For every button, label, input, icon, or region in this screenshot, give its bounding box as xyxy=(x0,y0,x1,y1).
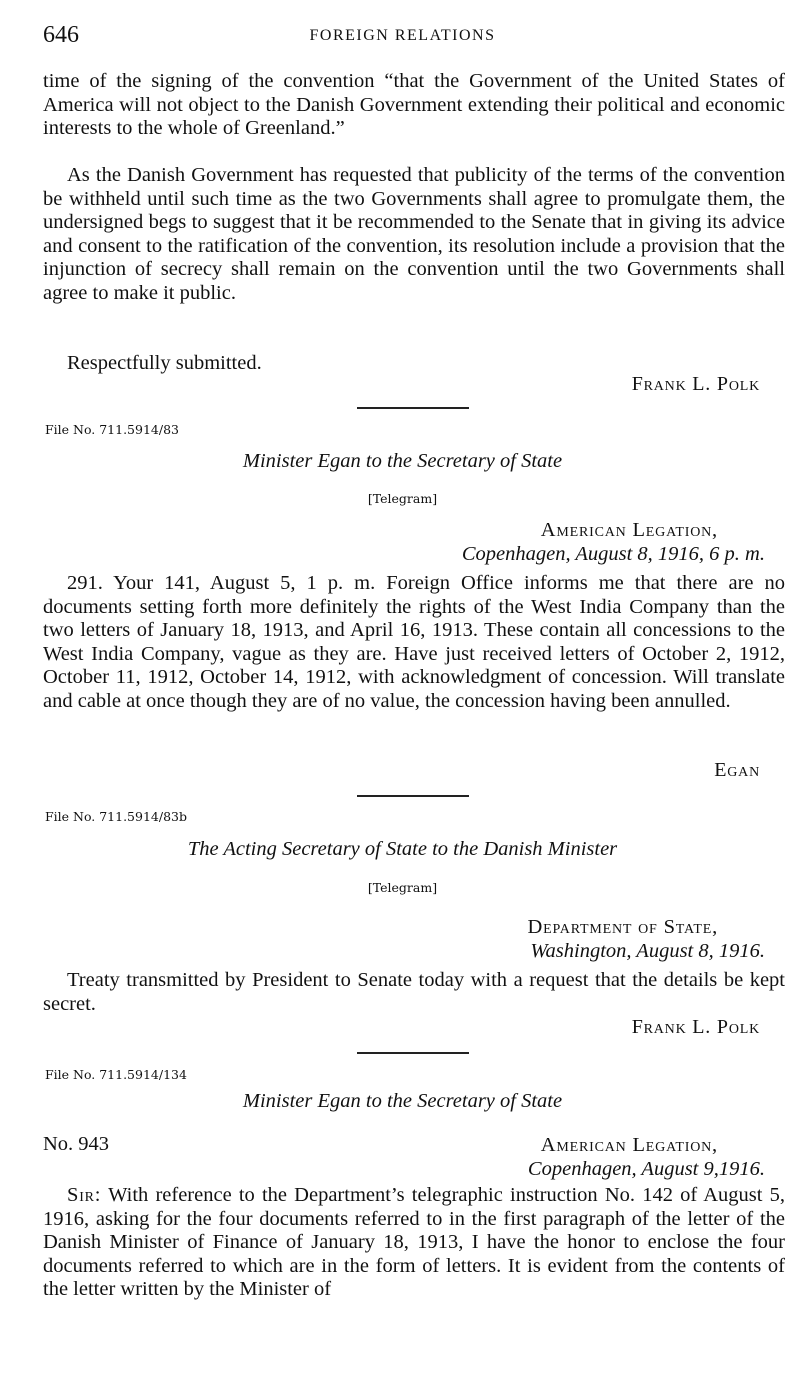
salutation: Sir: xyxy=(67,1184,102,1206)
report-paragraph-2: As the Danish Government has requested that publicity of the terms of the convention be withheld until such time as the two Governments shall agree to promulgate them, the undersigned begs to suggest that it be recommended to the Senate that in giving its advice and consent to the ratification of the convention, its resolution include a provision that the injunction of secrecy shall remain on the convention until the two Governments shall agree to make it public. xyxy=(43,164,785,304)
telegram-label: [Telegram] xyxy=(367,880,438,895)
signature-polk-2: Frank L. Polk xyxy=(631,1016,760,1038)
address-line-2: Washington, August 8, 1916. xyxy=(530,940,765,962)
dispatch-number: No. 943 xyxy=(43,1133,110,1155)
file-number: File No. 711.5914/83b xyxy=(45,809,187,824)
address-line-2: Copenhagen, August 8, 1916, 6 p. m. xyxy=(461,543,765,565)
document-title: Minister Egan to the Secretary of State xyxy=(242,450,563,472)
address-block xyxy=(0,1133,765,1181)
signature-polk-1: Frank L. Polk xyxy=(631,373,760,395)
letter-text: With reference to the Department’s telegraphic instruction No. 142 of August 5, 1916, asking for the four documents referred to in the first paragraph of the letter of the Danish Minister of Finance of January 18, 1913, I have the honor to enclose the four documents referred to which are in the form of letters. It is evident from the contents of the letter written by the Minister of xyxy=(43,1184,786,1300)
telegram-body: Treaty transmitted by President to Senate today with a request that the details be kept secret. xyxy=(43,969,785,1015)
telegram-label: [Telegram] xyxy=(367,491,438,506)
signature-egan: Egan xyxy=(714,759,760,781)
address-block xyxy=(0,518,765,566)
file-number: File No. 711.5914/83 xyxy=(45,422,179,437)
section-divider xyxy=(357,795,469,797)
page-header xyxy=(0,22,805,52)
address-line-1: Department of State, xyxy=(527,916,718,938)
document-title: Minister Egan to the Secretary of State xyxy=(242,1090,563,1112)
section-divider xyxy=(357,407,469,409)
address-line-1: American Legation, xyxy=(540,1134,718,1156)
address-line-2: Copenhagen, August 9,1916. xyxy=(527,1158,765,1180)
report-closing: Respectfully submitted. xyxy=(67,352,262,374)
letter-body xyxy=(43,1184,785,1302)
address-line-1: American Legation, xyxy=(540,519,718,541)
section-divider xyxy=(357,1052,469,1054)
running-title: FOREIGN RELATIONS xyxy=(309,27,496,44)
file-number: File No. 711.5914/134 xyxy=(45,1067,187,1082)
address-block xyxy=(0,915,765,963)
document-title: The Acting Secretary of State to the Danish Minister xyxy=(187,838,618,860)
page-number: 646 xyxy=(43,22,79,48)
report-paragraph-1: time of the signing of the convention “that the Government of the United States of America will not object to the Danish Government extending their political and economic interests to the whole of Greenland.” xyxy=(43,70,785,139)
telegram-body: 291. Your 141, August 5, 1 p. m. Foreign Office informs me that there are no documents setting forth more definitely the rights of the West India Company than the two letters of January 18, 1913, and April 16, 1913. These contain all concessions to the West India Company, vague as they are. Have just received letters of October 2, 1912, October 11, 1912, October 14, 1912, with acknowledgment of concession. Will translate and cable at once though they are of no value, the concession having been annulled. xyxy=(43,572,785,712)
